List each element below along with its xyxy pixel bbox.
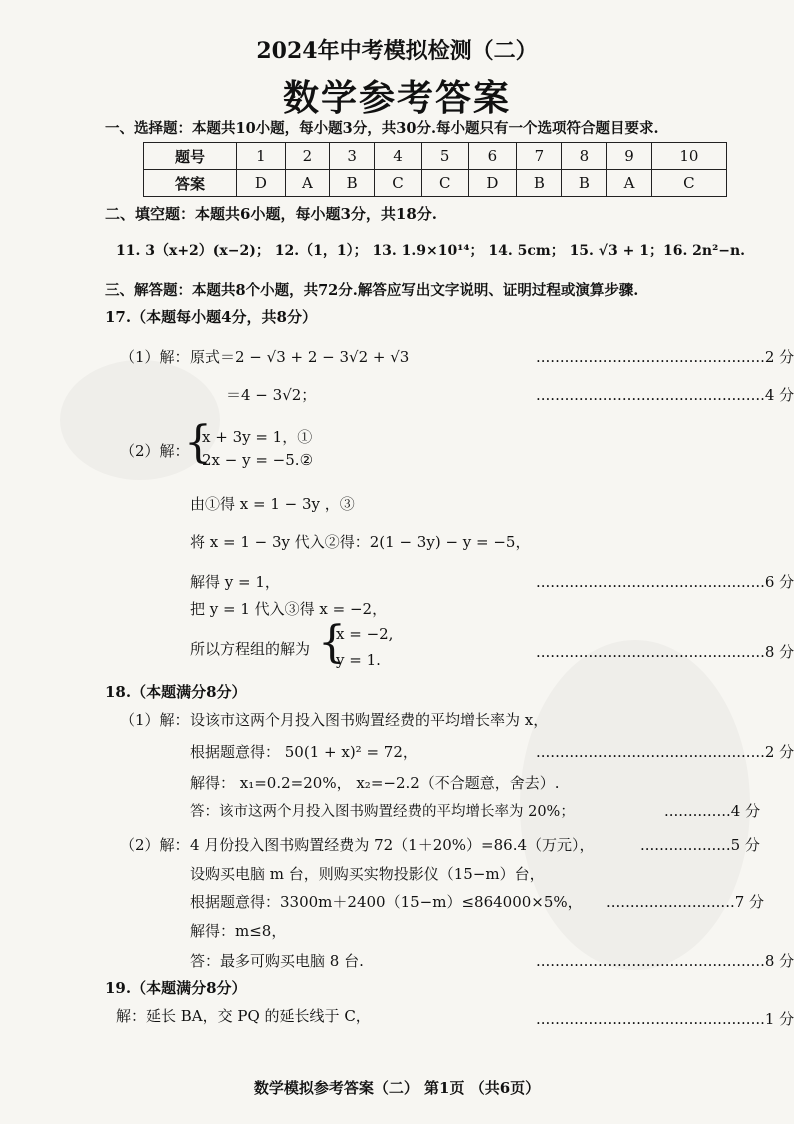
q18-part1-line4: 答：该市这两个月投入图书购置经费的平均增长率为 20%； — [190, 804, 575, 820]
table-cell: 1 — [237, 143, 286, 170]
table-cell: 10 — [651, 143, 726, 170]
table-cell: D — [237, 170, 286, 197]
q18-part1-label: （1）解： — [120, 711, 190, 729]
score-mark: ................................................8 分 — [536, 643, 794, 661]
q17-step2: 将 x = 1 − 3y 代入②得：2(1 − 3y) − y = −5， — [190, 533, 531, 551]
score-mark: ...........................7 分 — [606, 893, 765, 911]
q18-part2-line5: 答：最多可购买电脑 8 台. — [190, 952, 364, 970]
system-equation-2: 2x − y = −5.② — [202, 451, 314, 469]
q17-part1-line1: 原式＝2 − √3 + 2 − 3√2 + √3 — [190, 348, 410, 366]
q18-part2-line1: 4 月份投入图书购置经费为 72（1＋20%）=86.4（万元）， — [190, 836, 595, 854]
score-mark: ................................................8 分 — [536, 952, 794, 970]
q18-part2-line3: 根据题意得：3300m＋2400（15−m）≤864000×5%， — [190, 893, 583, 911]
score-mark: ...................5 分 — [640, 836, 760, 854]
page-footer: 数学模拟参考答案（二） 第1页 （共6页） — [253, 1079, 541, 1097]
table-header-cell: 题号 — [144, 143, 237, 170]
table-cell: C — [375, 170, 422, 197]
q17-step5: 所以方程组的解为 — [190, 640, 311, 658]
section1-heading: 一、选择题：本题共10小题，每小题3分，共30分.每小题只有一个选项符合题目要求. — [105, 120, 659, 137]
q17-step4: 把 y = 1 代入③得 x = −2， — [190, 600, 388, 618]
system-equation-1: x + 3y = 1，① — [202, 428, 313, 446]
table-cell: A — [285, 170, 329, 197]
table-cell: C — [651, 170, 726, 197]
table-cell: 5 — [421, 143, 468, 170]
q19-title: 19.（本题满分8分） — [105, 979, 247, 997]
document-title: 数学参考答案 — [282, 77, 511, 119]
q18-title: 18.（本题满分8分） — [105, 683, 247, 701]
table-cell: D — [468, 170, 517, 197]
q18-part1-line3: 解得： x₁=0.2=20%， x₂=−2.2（不合题意，舍去）. — [190, 774, 560, 792]
table-cell: C — [421, 170, 468, 197]
solution-brace: { — [318, 617, 346, 668]
table-cell: 3 — [330, 143, 375, 170]
table-cell: 4 — [375, 143, 422, 170]
q17-part2-label: （2）解： — [120, 442, 190, 460]
q18-part2-line4: 解得：m≤8， — [190, 922, 287, 940]
q18-part1-line1: 设该市这两个月投入图书购置经费的平均增长率为 x， — [190, 711, 549, 729]
q17-part1-label: （1）解： — [120, 348, 190, 366]
q18-part2-line2: 设购买电脑 m 台，则购买实物投影仪（15−m）台， — [190, 865, 545, 883]
q19-line1: 解：延长 BA，交 PQ 的延长线于 C， — [116, 1007, 371, 1025]
solution-equation-2: y = 1. — [336, 651, 381, 669]
table-cell: A — [607, 170, 651, 197]
table-cell: B — [517, 170, 562, 197]
exam-title: 2024年中考模拟检测（二） — [256, 38, 538, 64]
table-cell: B — [562, 170, 607, 197]
q17-step3: 解得 y = 1， — [190, 573, 280, 591]
table-row-numbers — [144, 143, 727, 170]
section3-heading: 三、解答题：本题共8个小题，共72分.解答应写出文字说明、证明过程或演算步骤. — [105, 282, 639, 299]
score-mark: ................................................4 分 — [536, 386, 794, 404]
score-mark: ................................................1 分 — [536, 1010, 794, 1028]
table-cell: 6 — [468, 143, 517, 170]
table-cell: 9 — [607, 143, 651, 170]
table-cell: 7 — [517, 143, 562, 170]
q17-part1-line2: ＝4 − 3√2； — [226, 386, 317, 404]
q18-part1-line2: 根据题意得： 50(1 + x)² = 72， — [190, 743, 418, 761]
q17-title: 17.（本题每小题4分，共8分） — [105, 308, 317, 326]
table-header-cell: 答案 — [144, 170, 237, 197]
score-mark: ..............4 分 — [664, 802, 761, 820]
score-mark: ................................................6 分 — [536, 573, 794, 591]
answer-table — [143, 142, 727, 197]
table-row-answers — [144, 170, 727, 197]
section2-heading: 二、填空题：本题共6小题，每小题3分，共18分. — [105, 205, 437, 223]
q17-step1: 由①得 x = 1 − 3y ，③ — [190, 495, 355, 513]
table-cell: 2 — [285, 143, 329, 170]
solution-equation-1: x = −2, — [336, 625, 394, 643]
score-mark: ................................................2 分 — [536, 348, 794, 366]
fill-in-answers: 11. 3（x+2）(x−2)； 12.（1，1）； 13. 1.9×10¹⁴； 14. 5cm； 15. √3 + 1；16. 2n²−n. — [116, 243, 746, 259]
system-brace: { — [184, 417, 212, 468]
table-cell: B — [330, 170, 375, 197]
table-cell: 8 — [562, 143, 607, 170]
score-mark: ................................................2 分 — [536, 743, 794, 761]
q18-part2-label: （2）解： — [120, 836, 190, 854]
